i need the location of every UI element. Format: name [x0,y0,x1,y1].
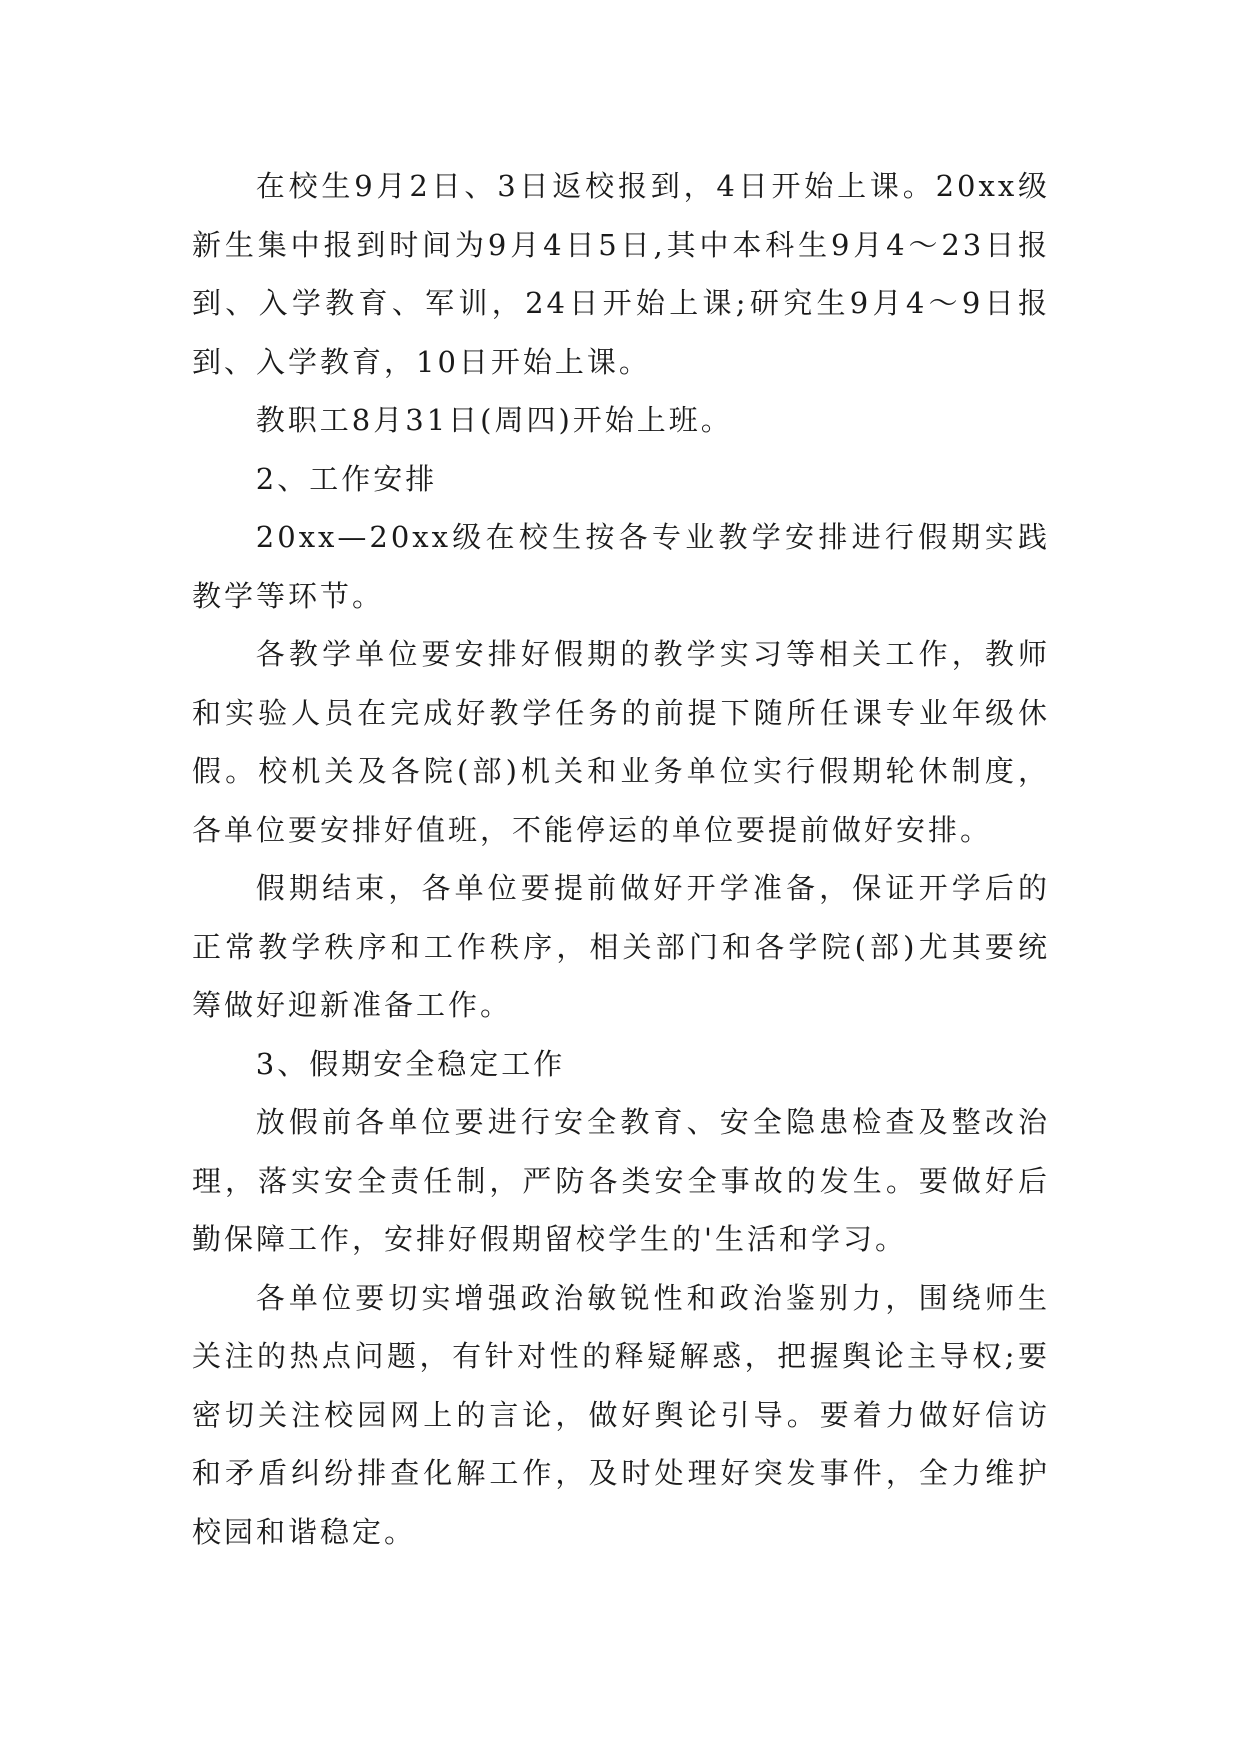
paragraph-staff-start: 教职工8月31日(周四)开始上班。 [255,403,733,437]
section-heading-safety: 3、假期安全稳定工作 [255,1046,566,1081]
paragraph-return-schedule: 在校生9月2日、3日返校报到，4日开始上课。20xx级新生集中报到时间为9月4日5日,其中本科生9月4～23日报到、入学教育、军训，24日开始上课;研究生9月4～9日报到、入学教育，10日开始上课。 [192,169,1050,379]
paragraph-term-preparation: 假期结束，各单位要提前做好开学准备，保证开学后的正常教学秩序和工作秩序，相关部门和各学院(部)尤其要统筹做好迎新准备工作。 [192,871,1050,1022]
paragraph-safety-education: 放假前各单位要进行安全教育、安全隐患检查及整改治理，落实安全责任制，严防各类安全事故的发生。要做好后勤保障工作，安排好假期留校学生的'生活和学习。 [192,1105,1050,1256]
document-body [192,157,1050,1561]
paragraph-practice-teaching: 20xx—20xx级在校生按各专业教学安排进行假期实践教学等环节。 [192,520,1050,613]
paragraph-holiday-duty: 各教学单位要安排好假期的教学实习等相关工作，教师和实验人员在完成好教学任务的前提下随所任课专业年级休假。校机关及各院(部)机关和业务单位实行假期轮休制度，各单位要安排好值班，不能停运的单位要提前做好安排。 [192,637,1050,847]
paragraph-campus-stability: 各单位要切实增强政治敏锐性和政治鉴别力，围绕师生关注的热点问题，有针对性的释疑解惑，把握舆论主导权;要密切关注校园网上的言论，做好舆论引导。要着力做好信访和矛盾纠纷排查化解工作，及时处理好突发事件，全力维护校园和谐稳定。 [192,1280,1050,1549]
section-heading-work-arrangement: 2、工作安排 [255,461,438,496]
